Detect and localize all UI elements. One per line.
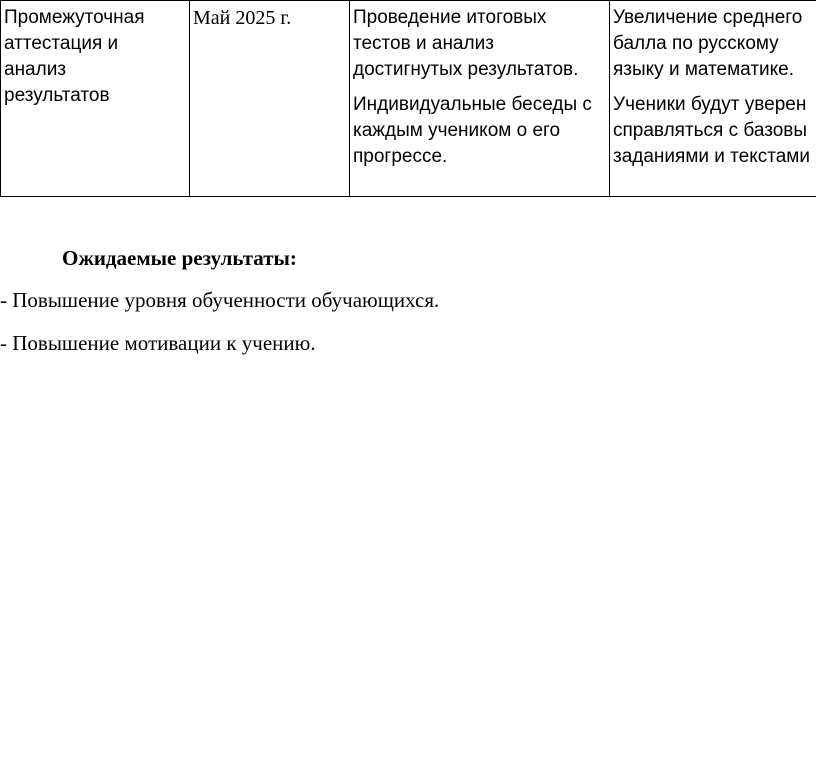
date-text: Май 2025 г. xyxy=(193,7,292,29)
expected-results-heading: Ожидаемые результаты: xyxy=(62,246,297,270)
result-line: Увеличение среднего xyxy=(613,7,803,28)
result-paragraph xyxy=(613,5,816,83)
result-line: Ученики будут уверен xyxy=(613,94,807,115)
activity-paragraph xyxy=(353,92,607,170)
activity-line: прогрессе. xyxy=(353,146,448,167)
activity-line: достигнутых результатов. xyxy=(353,59,579,80)
result-line: балла по русскому xyxy=(613,33,779,54)
result-line: заданиями и текстами xyxy=(613,146,810,167)
table-cell-stage xyxy=(1,1,190,196)
activity-line: Проведение итоговых xyxy=(353,7,547,28)
activity-line: каждым учеником о его xyxy=(353,120,561,141)
stage-line: анализ xyxy=(4,59,67,80)
result-line: справляться с базовы xyxy=(613,120,808,141)
stage-line: аттестация и xyxy=(4,33,119,54)
table-cell-date xyxy=(190,1,350,196)
activity-line: тестов и анализ xyxy=(353,33,494,54)
activity-paragraph xyxy=(353,5,607,83)
plan-table xyxy=(0,0,816,197)
activity-line: Индивидуальные беседы с xyxy=(353,94,592,115)
stage-line: результатов xyxy=(4,85,110,106)
expected-result-item: - Повышение мотивации к учению. xyxy=(0,331,316,355)
result-paragraph xyxy=(613,92,816,170)
stage-line: Промежуточная xyxy=(4,7,145,28)
result-line: языку и математике. xyxy=(613,59,795,80)
table-cell-activities xyxy=(350,1,610,196)
expected-result-item: - Повышение уровня обученности обучающихся. xyxy=(0,288,440,312)
table-cell-results xyxy=(610,1,816,196)
